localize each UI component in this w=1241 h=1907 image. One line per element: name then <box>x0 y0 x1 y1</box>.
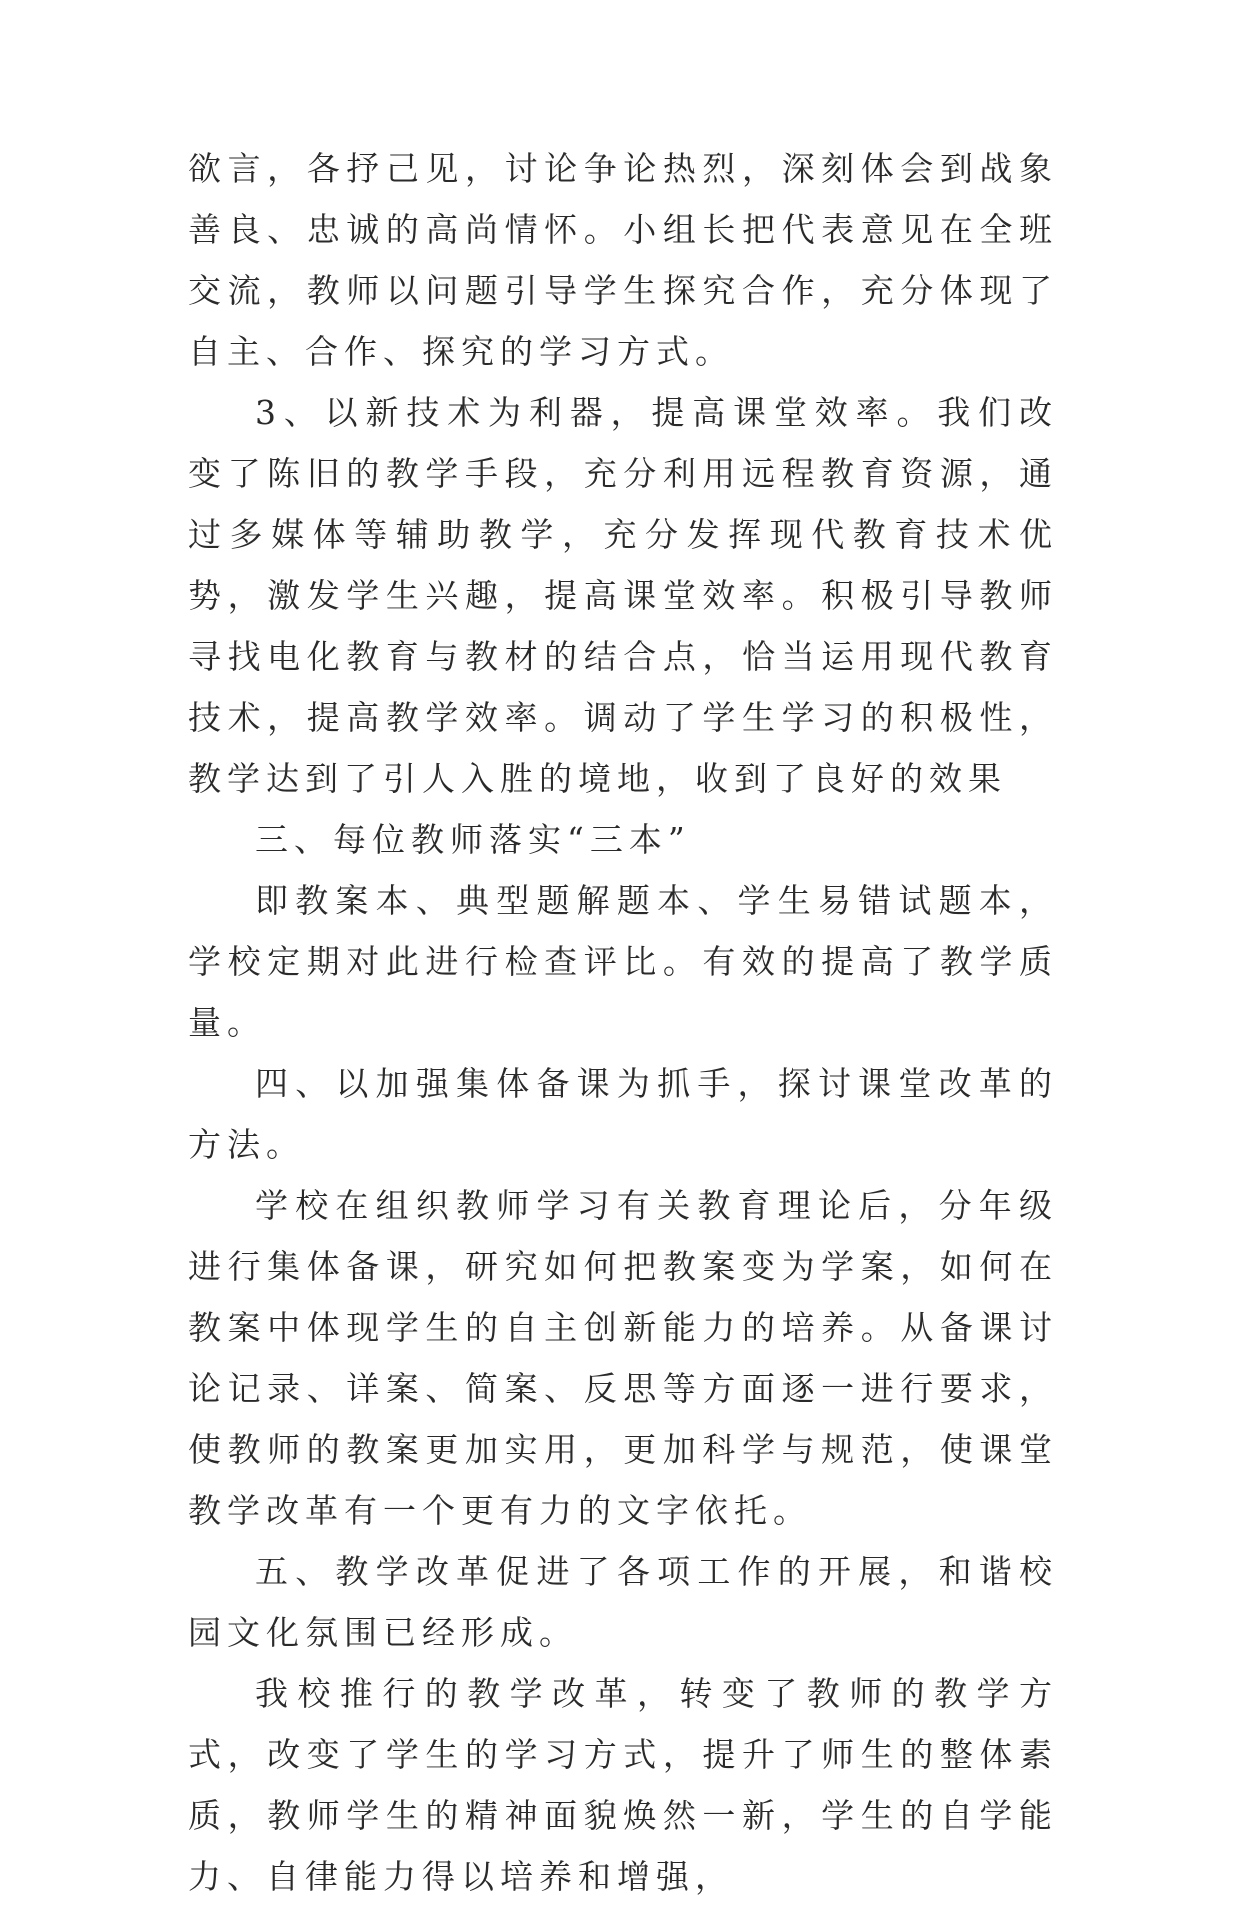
heading-campus-culture: 五、教学改革促进了各项工作的开展，和谐校园文化氛围已经形成。 <box>188 1552 1058 1652</box>
paragraph-collective-lesson-prep: 学校在组织教师学习有关教育理论后，分年级进行集体备课，研究如何把教案变为学案，如何在教案中体现学生的自主创新能力的培养。从备课讨论记录、详案、简案、反思等方面逐一进行要求，使教师的教案更加实用，更加科学与规范，使课堂教学改革有一个更有力的文字依托。 <box>188 1186 1058 1530</box>
heading-collective-lesson-prep: 四、以加强集体备课为抓手，探讨课堂改革的方法。 <box>188 1064 1058 1164</box>
paragraph-discussion: 欲言，各抒己见，讨论争论热烈，深刻体会到战象善良、忠诚的高尚情怀。小组长把代表意见在全班交流，教师以问题引导学生探究合作，充分体现了自主、合作、探究的学习方式。 <box>188 149 1058 371</box>
paragraph-reform-results: 我校推行的教学改革，转变了教师的教学方式，改变了学生的学习方式，提升了师生的整体素质，教师学生的精神面貌焕然一新，学生的自学能力、自律能力得以培养和增强， <box>188 1674 1058 1896</box>
paragraph-three-books: 即教案本、典型题解题本、学生易错试题本，学校定期对此进行检查评比。有效的提高了教学质量。 <box>188 881 1058 1042</box>
paragraph-new-technology: 3、以新技术为利器，提高课堂效率。我们改变了陈旧的教学手段，充分利用远程教育资源，通过多媒体等辅助教学，充分发挥现代教育技术优势，激发学生兴趣，提高课堂效率。积极引导教师寻找电化教育与教材的结合点，恰当运用现代教育技术，提高教学效率。调动了学生学习的积极性，教学达到了引人入胜的境地，收到了良好的效果 <box>188 393 1058 798</box>
document-page <box>188 138 1058 1907</box>
heading-three-books: 三、每位教师落实“三本” <box>255 820 691 859</box>
